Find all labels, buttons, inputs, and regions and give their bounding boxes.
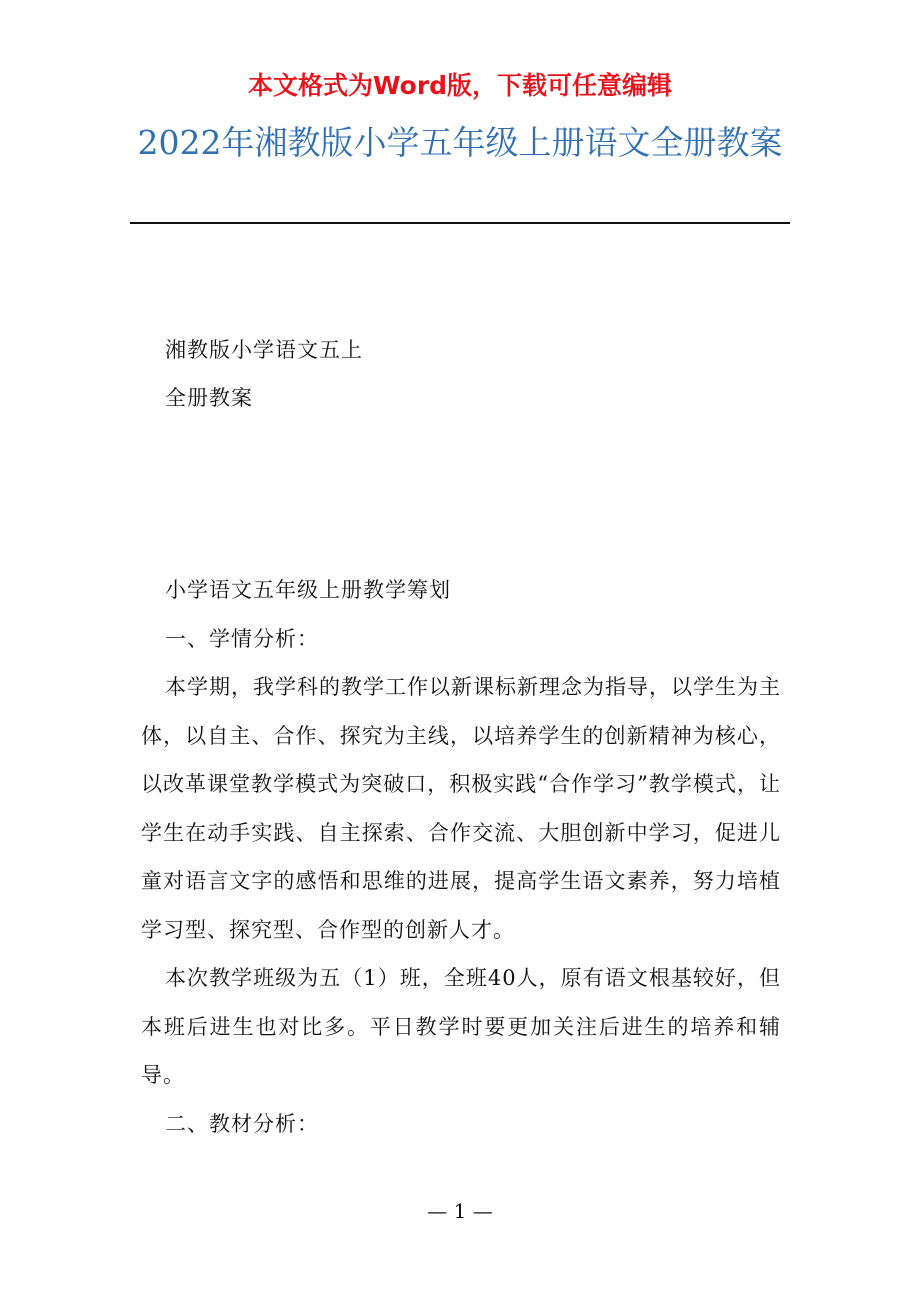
paragraph-2: 本次教学班级为五（1）班，全班40人，原有语文根基较好，但本班后进生也对比多。平日教学时要更加关注后进生的培养和辅导。 bbox=[141, 966, 781, 1087]
title-divider bbox=[130, 222, 790, 224]
paragraph-1: 本学期，我学科的教学工作以新课标新理念为指导，以学生为主体，以自主、合作、探究为主线，以培养学生的创新精神为核心，以改革课堂教学模式为突破口，积极实践“合作学习”教学模式，让学生在动手实践、自主探索、合作交流、大胆创新中学习，促进儿童对语言文字的感悟和思维的进展，提高学生语文素养，努力培植学习型、探究型、合作型的创新人才。 bbox=[141, 675, 781, 942]
cover-line-1: 湘教版小学语文五上 bbox=[165, 338, 363, 362]
document-body bbox=[141, 566, 781, 1148]
plan-heading: 小学语文五年级上册教学筹划 bbox=[165, 578, 451, 602]
section-heading-2: 二、教材分析： bbox=[165, 1111, 319, 1136]
section-heading-1: 一、学情分析： bbox=[165, 626, 319, 651]
document-title: 2022年湘教版小学五年级上册语文全册教案 bbox=[137, 123, 783, 162]
cover-line-2: 全册教案 bbox=[165, 386, 253, 410]
format-banner: 本文格式为Word版，下载可任意编辑 bbox=[247, 71, 673, 100]
page-number: — 1 — bbox=[427, 1199, 493, 1223]
